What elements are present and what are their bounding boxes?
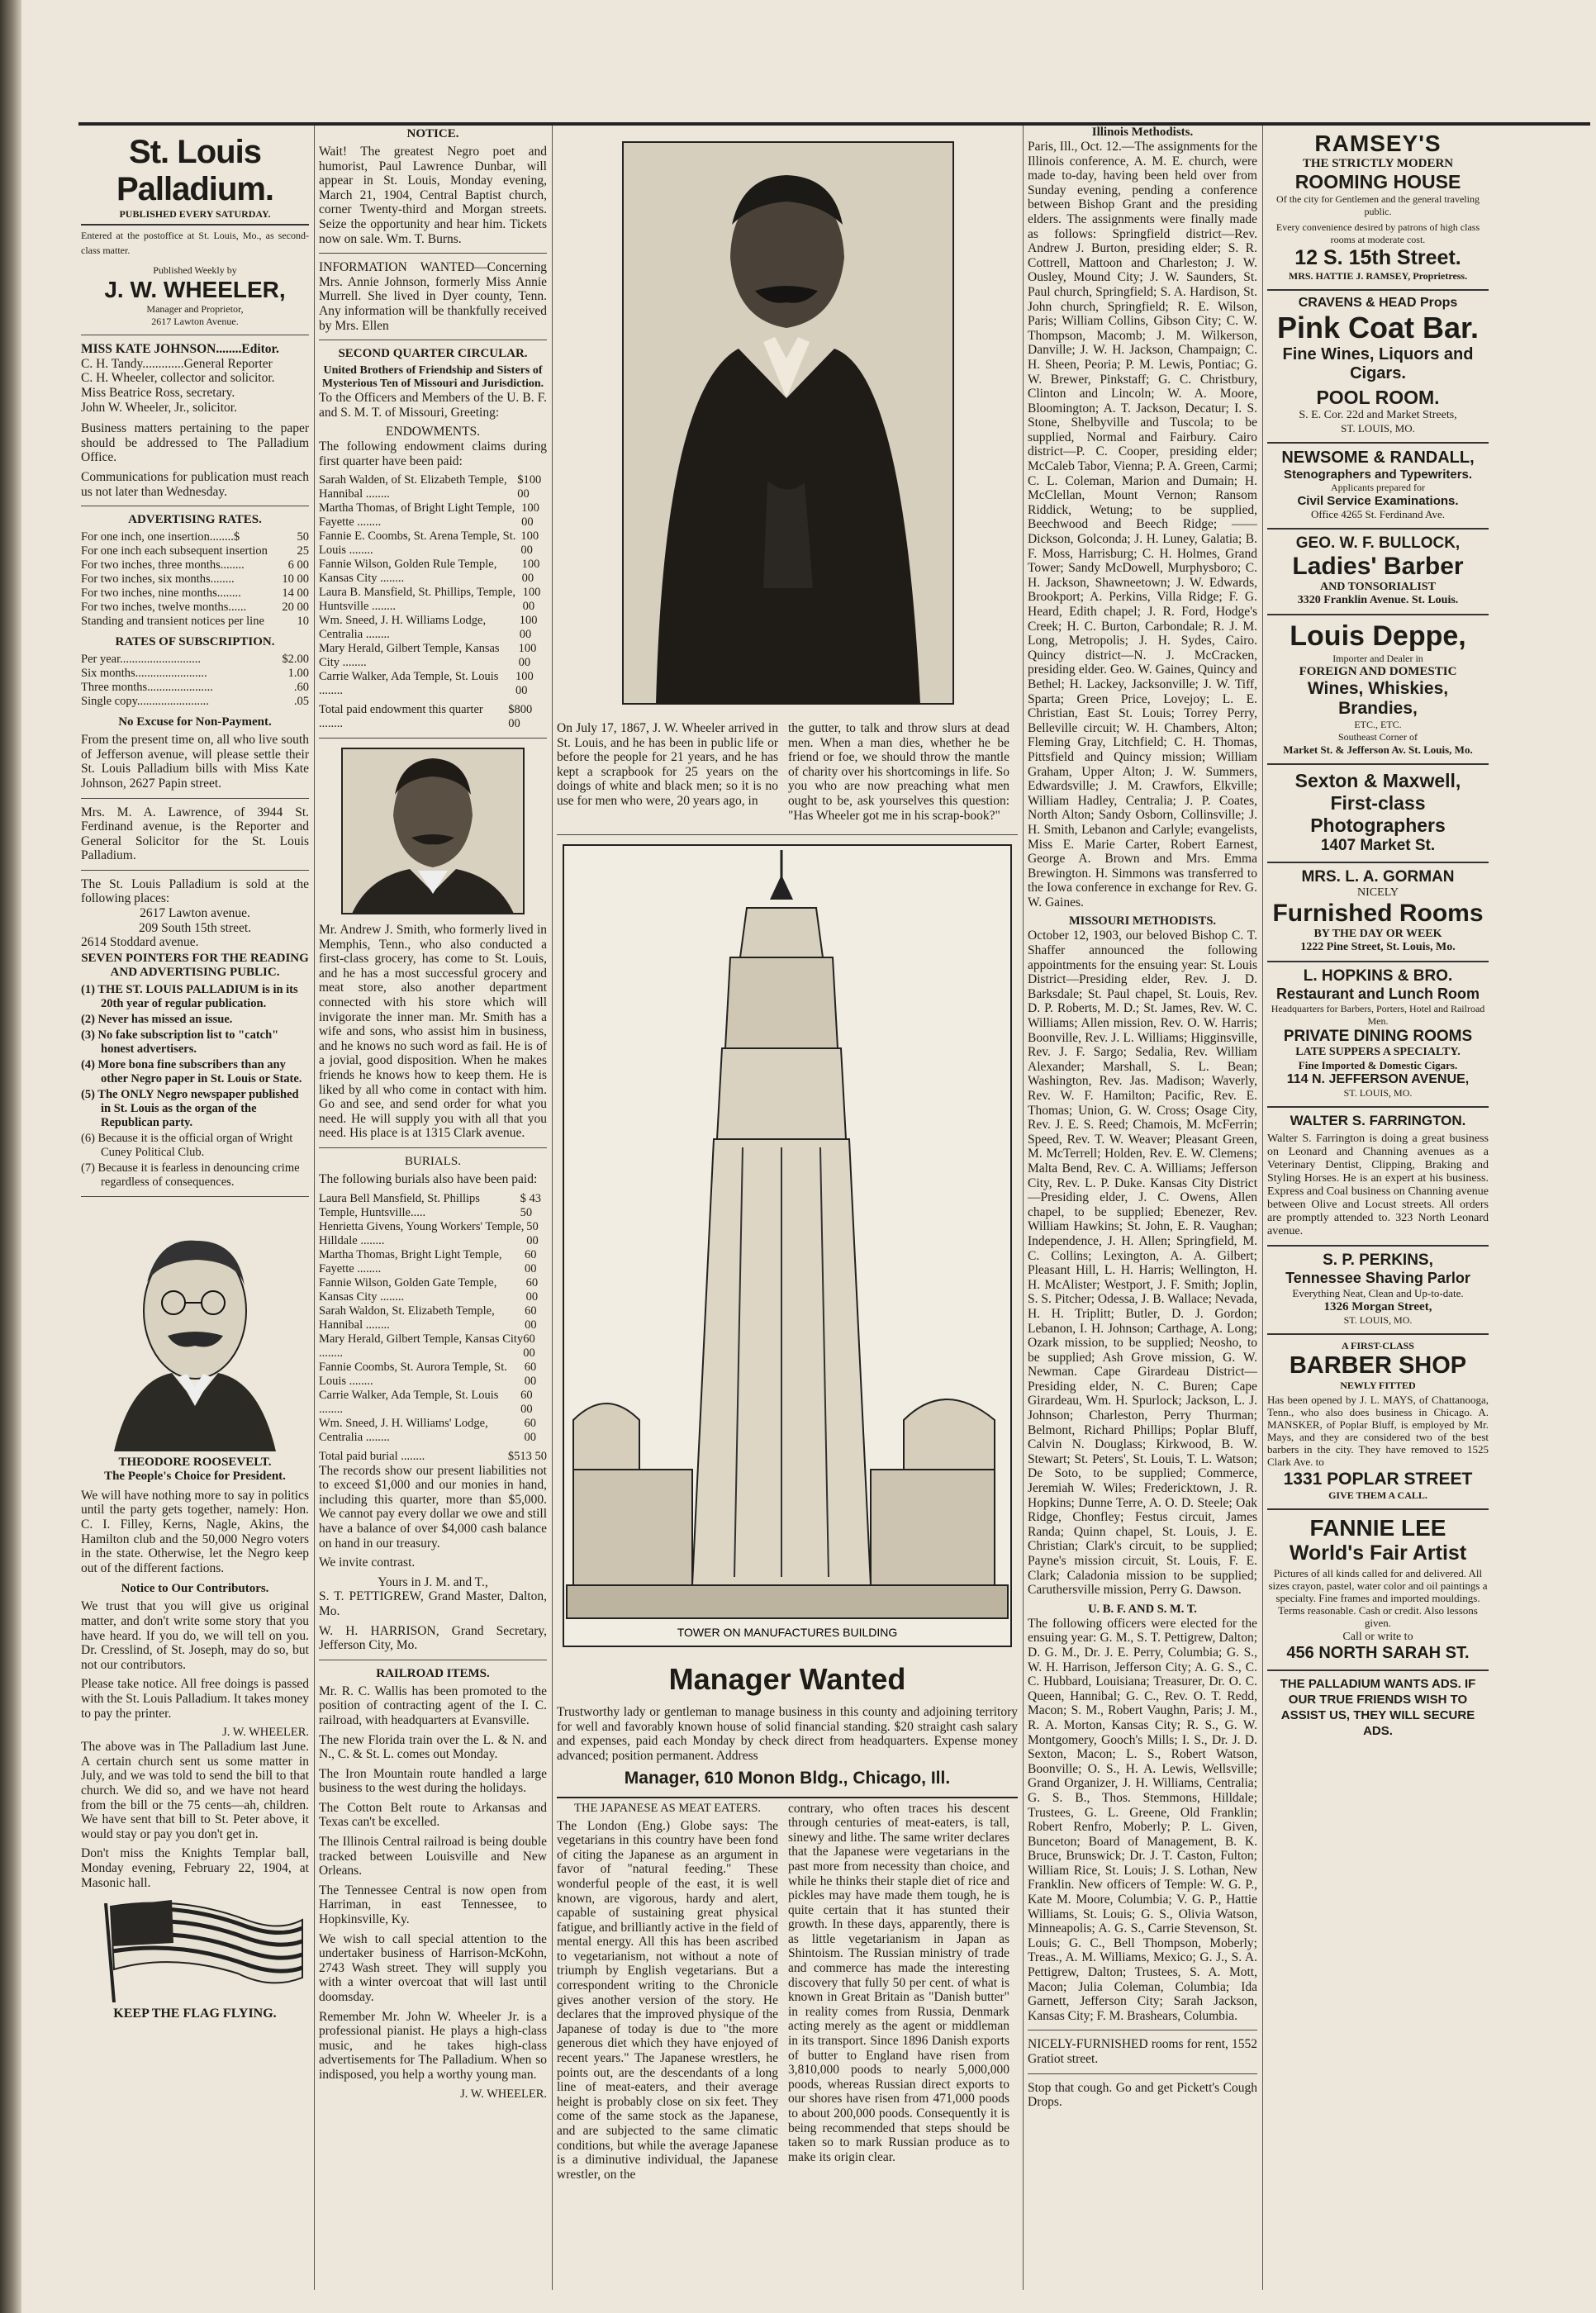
roosevelt-portrait bbox=[81, 1204, 309, 1451]
pink-name: Pink Coat Bar. bbox=[1276, 311, 1480, 344]
staff-line: John W. Wheeler, Jr., solicitor. bbox=[81, 400, 237, 415]
lee-sub: World's Fair Artist bbox=[1289, 1541, 1467, 1565]
burials-heading: BURIALS. bbox=[405, 1155, 461, 1168]
farrington-text: Walter S. Farrington is doing a great business on Leonard and Channing avenues as a Veterinary Dentist, Clipping, Braking and Styling Horses. He is an expert at his business. Express and Coal business on Channing avenue between Olive and Locust streets. All orders are promptly attended to. 323 North Leonard avenue. bbox=[1267, 1133, 1489, 1237]
rate-value: 10 00 bbox=[282, 572, 309, 587]
endowment-row bbox=[319, 614, 547, 642]
ad-ramsey bbox=[1267, 126, 1489, 291]
newsome-name: NEWSOME & RANDALL, bbox=[1281, 449, 1475, 467]
burial-value: 60 00 bbox=[520, 1388, 533, 1416]
sold-at-place: 209 South 15th street. bbox=[138, 920, 252, 935]
rate-label: For two inches, nine months........ bbox=[81, 587, 241, 601]
ad-bullock bbox=[1267, 530, 1489, 615]
wheeler-portrait bbox=[557, 126, 1018, 712]
column-rule bbox=[1023, 126, 1024, 2290]
pink-props: CRAVENS & HEAD Props bbox=[1298, 296, 1458, 310]
perkins-name: S. P. PERKINS, bbox=[1323, 1251, 1433, 1269]
burial-total bbox=[319, 1450, 547, 1464]
burial-value: 60 00 bbox=[523, 1332, 535, 1360]
bullock-name: GEO. W. F. BULLOCK, bbox=[1295, 534, 1461, 552]
rate-label: Three months...................... bbox=[81, 681, 213, 695]
information-wanted: INFORMATION WANTED—Concerning Mrs. Annie Johnson, formerly Miss Annie Murrell. She lived in Dyer county, Tenn. Any information will be thankfully received by Mrs. Ellen bbox=[319, 260, 547, 333]
staff-line: Miss Beatrice Ross, secretary. bbox=[81, 385, 235, 400]
sold-at-intro: The St. Louis Palladium is sold at the following places: bbox=[81, 876, 309, 906]
pointer-item: (4) More bona fine subscribers than any other Negro paper in St. Louis or State. bbox=[81, 1057, 302, 1085]
lawrence-notice: Mrs. M. A. Lawrence, of 3944 St. Ferdinand avenue, is the Reporter and General Solicitor for the St. Louis Palladium. bbox=[81, 805, 309, 863]
burial-row bbox=[319, 1304, 547, 1332]
farrington-name: WALTER S. FARRINGTON. bbox=[1290, 1113, 1466, 1128]
newsome-office: Office 4265 St. Ferdinand Ave. bbox=[1311, 508, 1445, 520]
contributors-p3: The above was in The Palladium last June. A certain church sent us some matter in July, and we was told to send the bill to that church. We did so, and we have not heard from the bill or the 75 cents—ah, children. We have sent that bill to St. Peter above, it would stay or pay you don't get in. bbox=[81, 1740, 309, 1841]
divider bbox=[319, 738, 547, 739]
roosevelt-text: We will have nothing more to say in politics until the party gets together, namely: Hon. C. I. Filley, Kerns, Nagle, Akins, the Hamilton club and the 50,000 Negro voters in the state. Otherwise, let the Negro keep out of the different factions. bbox=[81, 1488, 309, 1575]
notice-text: Wait! The greatest Negro poet and humorist, Paul Lawrence Dunbar, will appear in St. Louis, Monday evening, March 21, 1904, Central Baptist church, corner Twenty-third and Morgan streets. Seize the opportunity and hear him. Tickets now on sale. Wm. T. Burns. bbox=[319, 145, 547, 246]
perkins-address: 1326 Morgan Street, bbox=[1323, 1300, 1432, 1313]
burial-value: 60 00 bbox=[524, 1416, 536, 1444]
burial-row bbox=[319, 1276, 547, 1304]
column-rule bbox=[314, 126, 315, 2290]
deppe-etc: ETC., ETC. bbox=[1354, 719, 1402, 730]
contributors-p2: Please take notice. All free doings is passed with the St. Louis Palladium. It takes money to pay the printer. bbox=[81, 1677, 309, 1721]
divider bbox=[557, 834, 1018, 835]
rate-label: For two inches, three months........ bbox=[81, 558, 245, 572]
burial-row bbox=[319, 1389, 547, 1417]
japanese-text-right: contrary, who often traces his descent through centuries of meat-eaters, is tall, sinewy and lithe. The same writer declares that the Japanese were vegetarians in the past more from necessity than choice, and while he thinks their staple diet of rice and pickles may have made them tough, he is quite certain that it has stunted their growth. In these days, apparently, there is as little vegetarianism in Japan as Shintoism. The Russian ministry of trade and commerce has made the interesting discovery that fully 50 per cent. of what is known in Great Britain as "Danish butter" in reality comes from Russia, Denmark acting merely as the agent or middleman in its transport. Since 1896 Danish exports of butter to England have risen from 3,810,000 poods to nearly 5,000,000 poods, whereas Russian direct exports to our shores have risen from 471,000 poods to about 200,000 poods. Consequently it is being recommended that steps should be taken so to mark Russian produce as to make its origin clear. bbox=[788, 1801, 1009, 2164]
railroad-item: Mr. R. C. Wallis has been promoted to the position of contracting agent of the I. C. railroad, with headquarters at Evansville. bbox=[319, 1684, 547, 1727]
railroad-item: We wish to call special attention to the undertaker business of Harrison-McKohn, 2743 Wash street. They will supply you with a winter overcoat that will last until doomsday. bbox=[319, 1931, 547, 2004]
column-masthead bbox=[81, 126, 309, 2290]
divider bbox=[81, 870, 309, 871]
contributors-signature: J. W. WHEELER. bbox=[222, 1726, 309, 1740]
circular-greeting: To the Officers and Members of the U. B. F. and S. M. T. of Missouri, Greeting: bbox=[319, 391, 547, 420]
pointer-item: (7) Because it is fearless in denouncing crime regardless of consequences. bbox=[81, 1161, 300, 1189]
rate-label: For one inch each subsequent insertion bbox=[81, 544, 268, 558]
pointer-item: (5) The ONLY Negro newspaper published in St. Louis as the organ of the Republican party. bbox=[81, 1087, 299, 1129]
flag-caption: KEEP THE FLAG FLYING. bbox=[113, 2007, 277, 2021]
burial-label: Wm. Sneed, J. H. Williams' Lodge, Centralia ........ bbox=[319, 1416, 488, 1444]
burial-value: 60 00 bbox=[525, 1275, 539, 1304]
japanese-heading: THE JAPANESE AS MEAT EATERS. bbox=[574, 1801, 761, 1815]
deppe-corner: Southeast Corner of bbox=[1338, 731, 1418, 743]
rate-label: Single copy........................ bbox=[81, 695, 209, 709]
endowment-row bbox=[319, 670, 547, 698]
japanese-article bbox=[557, 1797, 1018, 2187]
pink-wines: Fine Wines, Liquors and Cigars. bbox=[1282, 345, 1474, 382]
hopkins-late: LATE SUPPERS A SPECIALTY. bbox=[1295, 1046, 1461, 1058]
burial-label: Fannie Coombs, St. Aurora Temple, St. Louis ........ bbox=[319, 1360, 507, 1388]
wheeler-text-right: the gutter, to talk and throw slurs at dead men. When a man dies, whether he be friend or foe, we should throw the mantle of charity over his shortcomings in life. So you who are now preaching what men ought to be, ask yourselves this question: "Has Wheeler got me in his scrap-book?" bbox=[788, 721, 1009, 823]
contributors-heading: Notice to Our Contributors. bbox=[121, 1582, 269, 1596]
deppe-address: Market St. & Jefferson Av. St. Louis, Mo. bbox=[1283, 743, 1473, 756]
divider bbox=[81, 1196, 309, 1197]
hopkins-address: 114 N. JEFFERSON AVENUE, bbox=[1286, 1072, 1470, 1086]
endowments-intro: The following endowment claims during first quarter have been paid: bbox=[319, 439, 547, 468]
railroad-item: The Tennessee Central is now open from Harriman, in east Tennessee, to Hopkinsville, Ky. bbox=[319, 1883, 547, 1927]
gorman-week: BY THE DAY OR WEEK bbox=[1313, 928, 1442, 940]
ramsey-every: Every convenience desired by patrons of high class rooms at moderate cost. bbox=[1275, 221, 1480, 245]
ramsey-house: ROOMING HOUSE bbox=[1294, 171, 1461, 192]
ramsey-address: 12 S. 15th Street. bbox=[1294, 246, 1461, 269]
pink-pool: POOL ROOM. bbox=[1316, 387, 1440, 408]
divider bbox=[1028, 2073, 1257, 2074]
barber-address: 1331 POPLAR STREET bbox=[1283, 1470, 1473, 1489]
burial-total-value: $513 50 bbox=[507, 1449, 547, 1463]
page-spine bbox=[0, 0, 21, 2313]
burial-label: Martha Thomas, Bright Light Temple, Fayette ........ bbox=[319, 1247, 502, 1275]
hopkins-private: PRIVATE DINING ROOMS bbox=[1283, 1028, 1473, 1045]
divider bbox=[319, 253, 547, 254]
ad-newsome bbox=[1267, 444, 1489, 530]
ad-sexton bbox=[1267, 765, 1489, 863]
endowment-label: Sarah Walden, of St. Elizabeth Temple, Hannibal ........ bbox=[319, 473, 507, 501]
masthead-title: St. Louis Palladium. bbox=[116, 134, 274, 207]
endowment-label: Laura B. Mansfield, St. Phillips, Temple, Huntsville ........ bbox=[319, 586, 515, 614]
sexton-sub: First-class Photographers bbox=[1310, 792, 1446, 836]
burial-row bbox=[319, 1417, 547, 1445]
rate-value: 6 00 bbox=[287, 558, 309, 572]
contributors-p1: We trust that you will give us original matter, and don't write some story that you have heard. If you do, we will tell on you. Dr. Cresslind, of St. Joseph, may do so, but not our contributors. bbox=[81, 1599, 309, 1672]
rate-row bbox=[81, 530, 309, 544]
circular-subtitle: United Brothers of Friendship and Sisters of Mysterious Ten of Missouri and Jurisdiction. bbox=[321, 364, 544, 391]
advertising-heading: ADVERTISING RATES. bbox=[128, 513, 262, 527]
railroad-heading: RAILROAD ITEMS. bbox=[376, 1666, 490, 1680]
railroad-signature: J. W. WHEELER. bbox=[460, 2087, 547, 2101]
manager-text: Trustworthy lady or gentleman to manage business in this county and adjoining territory for well and favorably known house of solid financial standing. $20 straight cash salary and expenses, paid each Monday by check direct from headquarters. Expense money advanced; position permanent. Address bbox=[557, 1705, 1018, 1763]
column-rule bbox=[552, 126, 553, 2290]
burial-row bbox=[319, 1332, 547, 1361]
yours-text: Yours in J. M. and T., bbox=[378, 1574, 488, 1589]
column-ads bbox=[1267, 126, 1489, 2290]
missouri-heading: MISSOURI METHODISTS. bbox=[1068, 914, 1217, 929]
column-rule bbox=[1262, 126, 1263, 2290]
pink-address: S. E. Cor. 22d and Market Streets, bbox=[1299, 409, 1457, 421]
burial-label: Laura Bell Mansfield, St. Phillips Temple, Huntsville..... bbox=[319, 1191, 480, 1219]
endowment-row bbox=[319, 558, 547, 586]
manager-address: Manager, 610 Monon Bldg., Chicago, Ill. bbox=[624, 1768, 951, 1788]
burial-label: Sarah Waldon, St. Elizabeth Temple, Hannibal ........ bbox=[319, 1304, 495, 1332]
endowment-label: Fannie Wilson, Golden Rule Temple, Kansas City ........ bbox=[319, 558, 497, 586]
rate-label: For two inches, six months........ bbox=[81, 572, 235, 587]
newsome-prep: Applicants prepared for bbox=[1331, 482, 1425, 493]
endowment-total bbox=[319, 703, 547, 731]
hopkins-name: L. HOPKINS & BRO. bbox=[1303, 967, 1453, 985]
rate-row bbox=[81, 667, 309, 681]
endowment-row bbox=[319, 642, 547, 670]
ramsey-name: RAMSEY'S bbox=[1314, 131, 1442, 156]
barber-call: GIVE THEM A CALL. bbox=[1328, 1489, 1427, 1501]
lee-name: FANNIE LEE bbox=[1309, 1515, 1446, 1541]
illinois-heading: Illinois Methodists. bbox=[1091, 126, 1194, 139]
column-methodists bbox=[1028, 126, 1257, 2290]
rate-row bbox=[81, 615, 309, 629]
rate-value: 25 bbox=[297, 544, 309, 558]
rate-row bbox=[81, 558, 309, 572]
burial-label: Fannie Wilson, Golden Gate Temple, Kansas City ........ bbox=[319, 1275, 497, 1304]
communications-notice: Communications for publication must reach us not later than Wednesday. bbox=[81, 469, 309, 499]
perkins-city: ST. LOUIS, MO. bbox=[1343, 1314, 1413, 1326]
hopkins-city: ST. LOUIS, MO. bbox=[1343, 1087, 1413, 1099]
rate-value: 14 00 bbox=[282, 587, 309, 601]
rate-row bbox=[81, 572, 309, 587]
endowment-label: Mary Herald, Gilbert Temple, Kansas City ........ bbox=[319, 642, 500, 670]
deppe-foreign: FOREIGN AND DOMESTIC bbox=[1299, 665, 1457, 678]
burial-label: Carrie Walker, Ada Temple, St. Louis ........ bbox=[319, 1388, 499, 1416]
pointer-item: (3) No fake subscription list to "catch" honest advertisers. bbox=[81, 1028, 279, 1056]
rate-label: Six months........................ bbox=[81, 667, 207, 681]
burial-row bbox=[319, 1361, 547, 1389]
deppe-name: Louis Deppe, bbox=[1290, 620, 1466, 652]
smith-text: Mr. Andrew J. Smith, who formerly lived in Memphis, Tenn., who also conducted a first-class grocery, has come to St. Louis, and he has a most successful grocery and meat store, also another department connected with his store which will invigorate the inner man. Mr. Smith has a wife and sons, who assist him in business, and he knows no such word as fail. He is of a jovial, good disposition. When he makes friends he knows how to keep them. He is liked by all who come in contact with him. Go and see, and send order for what you need. He will supply you with all that you need. His place is at 1315 Clark avenue. bbox=[319, 923, 547, 1141]
rate-value: 50 bbox=[297, 530, 309, 544]
pointer-item: (2) Never has missed an issue. bbox=[81, 1012, 233, 1026]
bullock-sub: Ladies' Barber bbox=[1292, 553, 1464, 580]
publisher-name: J. W. WHEELER, bbox=[104, 277, 286, 303]
endowment-label: Wm. Sneed, J. H. Williams Lodge, Centralia ........ bbox=[319, 614, 487, 642]
endowment-row bbox=[319, 501, 547, 530]
bullock-address: 3320 Franklin Avenue. St. Louis. bbox=[1297, 594, 1459, 606]
rate-row bbox=[81, 587, 309, 601]
japanese-left bbox=[557, 1802, 778, 2187]
burial-row bbox=[319, 1192, 547, 1220]
rate-label: For one inch, one insertion........$ bbox=[81, 530, 240, 544]
endowment-value: 100 00 bbox=[515, 670, 534, 698]
endowment-value: 100 00 bbox=[520, 530, 539, 558]
burial-value: 60 00 bbox=[524, 1247, 537, 1275]
wheeler-article bbox=[557, 721, 1018, 828]
rate-value: .60 bbox=[293, 681, 309, 695]
contributors-p4: Don't miss the Knights Templar ball, Monday evening, February 22, 1904, at Masonic hall. bbox=[81, 1846, 309, 1890]
endowment-value: 100 00 bbox=[519, 614, 538, 642]
rate-label: Per year........................... bbox=[81, 653, 201, 667]
ad-deppe bbox=[1267, 615, 1489, 765]
ad-pink-coat bbox=[1267, 291, 1489, 444]
japanese-text-left: The London (Eng.) Globe says: The vegetarians in this country have been fond of citing the Japanese as an argument in favor of "natural feeding." These wonderful people of the east, it is well known, are vigorous, hardy and alert, capable of sustaining great physical fatigue, and brilliantly active in the field of mental energy. All this has been ascribed to vegetarianism, not without a note of triumph by English vegetarians. But a correspondent writing to the Chronicle gives another version of the story. He declares that the improved physique of the Japanese of today is due to "the more generous diet which they have enjoyed of recent years." The Japanese wrestlers, he points out, are the descendants of a long line of meat-eaters, and their average height is probably close on six feet. They come of the same stock as the Japanese, and are subjected to the same climatic conditions, but while the average Japanese is a diminutive individual, the Japanese wrestler, on the bbox=[557, 1818, 778, 2182]
gorman-address: 1222 Pine Street, St. Louis, Mo. bbox=[1300, 941, 1456, 953]
column-center bbox=[557, 126, 1018, 2290]
barber-first: A FIRST-CLASS bbox=[1342, 1340, 1414, 1351]
invite-text: We invite contrast. bbox=[319, 1555, 416, 1570]
barber-title: BARBER SHOP bbox=[1289, 1352, 1467, 1379]
rate-label: For two inches, twelve months...... bbox=[81, 601, 247, 615]
signature-secretary: W. H. HARRISON, Grand Secretary, Jefferson City, Mo. bbox=[319, 1623, 547, 1653]
staff-line: C. H. Tandy.............General Reporter bbox=[81, 356, 273, 371]
burial-row bbox=[319, 1220, 547, 1248]
roosevelt-subtitle: The People's Choice for President. bbox=[104, 1469, 286, 1483]
barber-text: Has been opened by J. L. MAYS, of Chattanooga, Tenn., who also does business in Chicago. A. MANSKER, of Poplar Bluff, is employed by Mr. Mays, and they are considered two of the best barbers in the city. They have removed to 1525 Clark Ave. to bbox=[1267, 1394, 1489, 1468]
sold-at-place: 2617 Lawton avenue. bbox=[140, 906, 250, 921]
circular-heading: SECOND QUARTER CIRCULAR. bbox=[338, 347, 528, 361]
newsome-exam: Civil Service Examinations. bbox=[1297, 494, 1459, 508]
railroad-item: The Iron Mountain route handled a large business to the west during the holidays. bbox=[319, 1766, 547, 1796]
entered-notice: Entered at the postoffice at St. Louis, Mo., as second-class matter. bbox=[81, 230, 309, 256]
burial-value: 60 00 bbox=[525, 1304, 537, 1332]
deppe-import: Importer and Dealer in bbox=[1332, 653, 1423, 664]
ramsey-of: Of the city for Gentlemen and the general traveling public. bbox=[1276, 193, 1480, 217]
burial-value: 60 00 bbox=[524, 1360, 537, 1388]
palladium-wants-ads: THE PALLADIUM WANTS ADS. IF OUR TRUE FRIENDS WISH TO ASSIST US, THEY WILL SECURE ADS. bbox=[1280, 1677, 1476, 1738]
perkins-every: Everything Neat, Clean and Up-to-date. bbox=[1292, 1287, 1464, 1299]
lee-text: Pictures of all kinds called for and delivered. All sizes crayon, pastel, water color and oil paintings a specialty. Fine frames and imported mouldings. Terms reasonable. Cash or credit. Also lessons given. bbox=[1268, 1567, 1488, 1629]
railroad-item: Remember Mr. John W. Wheeler Jr. is a professional pianist. He plays a high-class music, and he takes high-class advertisements for The Palladium. When so indisposed, you help a worthy young man. bbox=[319, 2009, 547, 2082]
hopkins-cigars: Fine Imported & Domestic Cigars. bbox=[1298, 1059, 1458, 1071]
endowment-value: 100 00 bbox=[522, 586, 541, 614]
burial-row bbox=[319, 1248, 547, 1276]
missouri-text: October 12, 1903, our beloved Bishop C. T. Shaffer announced the following appointments for the ensuing year: St. Louis District—Presiding elder, Rev. J. D. Barksdale; St. Paul chapel, St. Louis, Rev. D. P. Roberts, M. D.; St. James, Rev. W. C. Williams; Allen mission, Rev. O. W. Harris; Boonville, Rev. J. L. Williams; Higginsville, Rev. J. F. Sargo; Sedalia, Rev. William Alexander; Marshall, S. L. Bean; Washington, Rev. Jas. Madison; Waverly, Rev. W. F. Hamilton; Pacific, Rev. E. Thomas; Union, G. W. Cross; Osage City, Rev. J. E. S. Reed; Chamois, M. McFerrin; Speed, Rev. T. W. Weaver; Pleasant Green, M. McTerrell; Holden, Rev. E. W. Clemens; Malta Bend, Rev. C. A. Williams; Jefferson City, Rev. L. P. Duke. Kansas City District—Presiding elder, J. C. Owens, Allen chapel, to be supplied; Ebenezer, Rev. William Hawkins; St. John, E. R. Vaughan; Independence, J. H. Allen; Springfield, M. C. Collins; Lexington, A. A. Gilbert; Pleasant Hill, L. H. Harris; Wellington, H. H. McAlister; Westport, J. F. Smith; Joplin, S. S. Pitcher; Odessa, J. B. Wallace; Nevada, H. H. Triplitt; Butler, D. J. Gordon; Lebanon, I. H. Johnson; Carthage, A. Long; Ozark mission, to be supplied; Neosho, to be supplied; Ash Grove mission, G. W. Newman. Cape Girardeau District—Presiding elder, N. C. Buren; Cape Girardeau, Wm. H. Spurlock; Jackson, L. J. Johnson; Charleston, Perry Thurman; Belmont, Richard Phillips; Poplar Bluff, Calvin N. Douglass; Kirkwood, B. W. Stewart; St. Peters', St. Louis, T. L. Watson; De Soto, to be supplied; Commerce, Jeremiah W. Wiles; Fredericktown, J. R. Hopkins; Dunne Terre, A. O. D. Steele; Oak Ridge, Chonfley; Festus circuit, James Randa; Quinn chapel, St. Louis, J. E. Christian; Clark's circuit, to be supplied; Payne's mission circuit, St. Louis, F. E. Clark; Caladonia mission to be supplied; Caruthersville mission, Perry G. Dawson. bbox=[1028, 929, 1257, 1598]
rate-value: 20 00 bbox=[282, 601, 309, 615]
ubf-text: The following officers were elected for the ensuing year: G. M., S. T. Pettigrew, Dalton; D. G. M., Dr. J. E. Perry, Columbia; G. S., W. H. Harrison, Jefferson City; A. G. S., C. C. Hubbard, Louisiana; Treasurer, Dr. O. C. Queen, Hannibal; G. C., Rev. O. T. Redd, Macon; S. M., Robert Vaughn, Paris; J. M., R. A. Morton, Kansas City; R. S., G. W. Montgomery, Gooch's Mills; I. S., Dr. J. D. Sexton, Macon; L. S., Robert Watson, Boonville; O. S., H. A. Lewis, Wellsville; Grand Organizer, J. H. Williams, Centralia; G. S. B., Thos. Stemmons, Hilldale; Trustees, G. L. Greene, Old Franklin; Robert Renfro, Moberly; P. L. Given, Bunceton; Board of Management, B. K. Bruce, Brunswick; Dr. J. T. Caston, Fulton; William Rice, St. Louis; J. S. Lothan, New Franklin. New officers of Temple: W. G. P., Kate M. Moore, Columbia; V. G. P., Hattie Williams, St. Louis; G. S., Olivia Watson, Minneapolis; A. G. S., Carrie Stevenson, St. Louis; G. C., Bell Thompson, Moberly; Treas., A. M. Williams, Mexico; G. J., S. A. Pettigrew, Dalton; Trustees, S. A. Mott, Macon; Julia Coleman, Columbia; Ida Garnett, Jefferson City; Sarah Jackson, Kansas City; F. M. Brashears, Columbia. bbox=[1028, 1616, 1257, 2023]
records-text: The records show our present liabilities not to exceed $1,000 and our monies in hand, including this quarter, more than $5,000. We cannot pay every dollar we owe and still have a balance of over $4,000 cash balance on hand in our treasury. bbox=[319, 1463, 547, 1551]
roosevelt-name: THEODORE ROOSEVELT. bbox=[118, 1455, 272, 1469]
divider bbox=[319, 1147, 547, 1148]
business-notice: Business matters pertaining to the paper should be addressed to The Palladium Office. bbox=[81, 421, 309, 465]
rate-row bbox=[81, 681, 309, 695]
illinois-text: Paris, Ill., Oct. 12.—The assignments for the Illinois conference, A. M. E. church, were made to-day, having been held over from Sunday evening, pending a conference between Bishop Grant and the presiding elders. The assignments were finally made as follows: Springfield district—Rev. Andrew J. Burton, presiding elder; S. R. Cottrell, Mattoon and Charleston; J. W. Ousley, Mound City; J. W. Saunders, St. Paul church, Springfield; S. A. Hardison, St. John church, Springfield; R. E. Wilson, Paris; William Collins, Gibson City; C. W. Thompson, Macomb; J. M. Wilkerson, Danville; J. W. H. Jackson, Champaign; C. H. Sheen, Peoria; P. M. Lewis, Pontiac; G. W. Brewer, Pinkstaff; G. C. Christbury, Clinton and Lincoln; W. A. Moore, Bloomington; A. T. Jackson, Decatur; I. S. Stone, Shelbyville and Tuscola; to be supplied, Normal and Fairbury. Cairo district—P. C. Cooper, presiding elder; McCaleb Tabor, Vienna; P. A. Green, Carmi; C. L. Coleman, Marion and Dumain; H. McClellan, Mount Vernon; Ransom Riddick, Wetung; to be supplied, Beechwood and Beech Ridge; —— Dickson, Golconda; J. H. Luney, Galatia; B. F. Moss, Harrisburg; C. H. Holmes, Grand Tower; Sandy McDowell, Murphysboro; C. H. Jackson, Shawneetown; J. W. Edwards, Brookport; A. Perkins, Villa Ridge; F. G. Heard, Edith chapel; J. R. Ford, Hodge's Creek; H. C. Burton, Carbondale; R. J. M. Long, Metropolis; J. H. Sydes, Cairo. Quincy district—N. J. McCracken, presiding elder. Geo. W. Gaines, Quincy and Bethel; H. Lackey, Jacksonville; J. W. Tiff, Sparta; Green Price, Lovejoy; L. E. Christian, East St. Louis; Torrey Perry, Belleville circuit; W. H. Chambers, Alton; Fleming Gray, Litchfield; C. H. Thomas, Pittsfield and Quincy mission; William Graham, Upper Alton; J. W. Summers, Edwardsville; J. M. Crawfors, Elkville; William Hadley, Centralia; J. P. Coates, North Alton; Sandy Osborn, Collinsville; J. H. Smith, Lebanon and Carlyle; evangelists, Miss E. Marie Carter, Robert Earnest, George A. Brown and Mrs. Emma Brewington. H. Simmons was transferred to the Iowa conference in exchange for Rev. G. W. Gaines. bbox=[1028, 140, 1257, 910]
endowment-value: 100 00 bbox=[518, 642, 537, 670]
flag-illustration bbox=[81, 1895, 309, 2002]
ramsey-strictly: THE STRICTLY MODERN bbox=[1302, 157, 1454, 170]
signature-master: S. T. PETTIGREW, Grand Master, Dalton, Mo. bbox=[319, 1589, 547, 1618]
rate-row bbox=[81, 653, 309, 667]
endowments-heading: ENDOWMENTS. bbox=[385, 425, 481, 439]
manager-title: Manager Wanted bbox=[668, 1662, 906, 1697]
rate-row bbox=[81, 544, 309, 558]
sold-at-place: 2614 Stoddard avenue. bbox=[81, 935, 199, 950]
ad-farrington bbox=[1267, 1108, 1489, 1247]
rate-value: $2.00 bbox=[282, 653, 309, 667]
tower-illustration bbox=[557, 842, 1018, 1651]
deppe-wines: Wines, Whiskies, Brandies, bbox=[1307, 679, 1449, 718]
burials-intro: The following burials also have been paid: bbox=[319, 1172, 538, 1186]
ramsey-proprietress: MRS. HATTIE J. RAMSEY, Proprietress. bbox=[1288, 270, 1468, 282]
perkins-sub: Tennessee Shaving Parlor bbox=[1285, 1270, 1470, 1286]
newsome-sub: Stenographers and Typewriters. bbox=[1283, 468, 1473, 482]
divider bbox=[81, 798, 309, 799]
pointer-item: (1) THE ST. LOUIS PALLADIUM is in its 20th year of regular publication. bbox=[81, 982, 298, 1010]
sexton-name: Sexton & Maxwell, bbox=[1294, 770, 1461, 791]
endowment-value: 100 00 bbox=[521, 558, 540, 586]
endowment-label: Carrie Walker, Ada Temple, St. Louis ........ bbox=[319, 670, 499, 698]
burial-label: Henrietta Givens, Young Workers' Temple, Hilldale ........ bbox=[319, 1219, 525, 1247]
endowment-row bbox=[319, 473, 547, 501]
seven-pointers-heading: SEVEN POINTERS FOR THE READING AND ADVERTISING PUBLIC. bbox=[81, 951, 309, 979]
rate-label: Standing and transient notices per line bbox=[81, 615, 264, 629]
publisher-title: Manager and Proprietor, bbox=[146, 303, 244, 316]
endowment-row bbox=[319, 530, 547, 558]
pointer-item: (6) Because it is the official organ of Wright Cuney Political Club. bbox=[81, 1131, 293, 1159]
ad-fannie-lee bbox=[1267, 1510, 1489, 1671]
ubf-heading: U. B. F. AND S. M. T. bbox=[1088, 1602, 1197, 1616]
smith-portrait bbox=[319, 745, 547, 919]
wheeler-text-left: On July 17, 1867, J. W. Wheeler arrived in St. Louis, and he has been in public life or before the people for 21 years, and he has kept a scrapbook for 25 years on the doings of white and black men; so it is no use for men who were, 20 years ago, in bbox=[557, 721, 778, 808]
railroad-item: The Cotton Belt route to Arkansas and Texas can't be excelled. bbox=[319, 1800, 547, 1830]
burial-label: Mary Herald, Gilbert Temple, Kansas City ........ bbox=[319, 1332, 524, 1360]
staff-editor: MISS KATE JOHNSON........Editor. bbox=[81, 342, 279, 357]
tower-caption: TOWER ON MANUFACTURES BUILDING bbox=[677, 1626, 898, 1640]
endowment-value: 100 00 bbox=[521, 501, 539, 530]
hopkins-sub: Restaurant and Lunch Room bbox=[1275, 986, 1480, 1002]
pink-city: ST. LOUIS, MO. bbox=[1341, 422, 1415, 435]
endowment-total-label: Total paid endowment this quarter ........ bbox=[319, 703, 483, 731]
rate-value: 10 bbox=[297, 615, 309, 629]
endowment-label: Martha Thomas, of Bright Light Temple, Fayette ........ bbox=[319, 501, 515, 530]
railroad-item: The Illinois Central railroad is being double tracked between Louisville and New Orleans. bbox=[319, 1835, 547, 1878]
rooms-for-rent: NICELY-FURNISHED rooms for rent, 1552 Gratiot street. bbox=[1028, 2037, 1257, 2066]
lee-address: 456 NORTH SARAH ST. bbox=[1286, 1644, 1470, 1662]
rate-row bbox=[81, 601, 309, 615]
publisher-address: 2617 Lawton Avenue. bbox=[151, 316, 239, 328]
burial-value: 50 00 bbox=[526, 1219, 539, 1247]
column-notices bbox=[319, 126, 547, 2290]
ad-perkins bbox=[1267, 1247, 1489, 1335]
barber-newly: NEWLY FITTED bbox=[1340, 1380, 1416, 1391]
gorman-nicely: NICELY bbox=[1357, 886, 1399, 899]
cough-notice: Stop that cough. Go and get Pickett's Cough Drops. bbox=[1028, 2080, 1257, 2110]
endowment-total-value: $800 00 bbox=[508, 703, 533, 731]
burial-value: $ 43 50 bbox=[520, 1191, 541, 1219]
staff-line: C. H. Wheeler, collector and solicitor. bbox=[81, 371, 275, 386]
published-by: Published Weekly by bbox=[153, 264, 237, 277]
railroad-item: The new Florida train over the L. & N. and N., C. & St. L. comes out Monday. bbox=[319, 1732, 547, 1762]
bullock-tonsorialist: AND TONSORIALIST bbox=[1320, 581, 1436, 593]
rate-value: 1.00 bbox=[287, 667, 309, 681]
endowment-value: $100 00 bbox=[517, 473, 542, 501]
endowment-row bbox=[319, 586, 547, 614]
ad-barber-shop bbox=[1267, 1335, 1489, 1510]
subscription-heading: RATES OF SUBSCRIPTION. bbox=[115, 635, 275, 649]
burial-total-label: Total paid burial ........ bbox=[319, 1449, 425, 1463]
hopkins-hq: Headquarters for Barbers, Porters, Hotel and Railroad Men. bbox=[1271, 1003, 1485, 1027]
sexton-address: 1407 Market St. bbox=[1320, 837, 1436, 854]
gorman-rooms: Furnished Rooms bbox=[1272, 900, 1484, 927]
endowment-label: Fannie E. Coombs, St. Arena Temple, St. Louis ........ bbox=[319, 530, 516, 558]
no-excuse-text: From the present time on, all who live south of Jefferson avenue, will please settle their St. Louis Palladium bills with Miss Kate Johnson, 2627 Papin street. bbox=[81, 733, 309, 791]
ad-hopkins bbox=[1267, 962, 1489, 1108]
rate-row bbox=[81, 695, 309, 709]
published-line: PUBLISHED EVERY SATURDAY. bbox=[81, 208, 309, 226]
ad-gorman bbox=[1267, 863, 1489, 962]
no-excuse-heading: No Excuse for Non-Payment. bbox=[118, 715, 272, 729]
notice-heading: NOTICE. bbox=[406, 127, 459, 140]
gorman-name: MRS. L. A. GORMAN bbox=[1301, 868, 1455, 886]
rate-value: .05 bbox=[293, 695, 309, 709]
lee-call: Call or write to bbox=[1342, 1631, 1413, 1643]
